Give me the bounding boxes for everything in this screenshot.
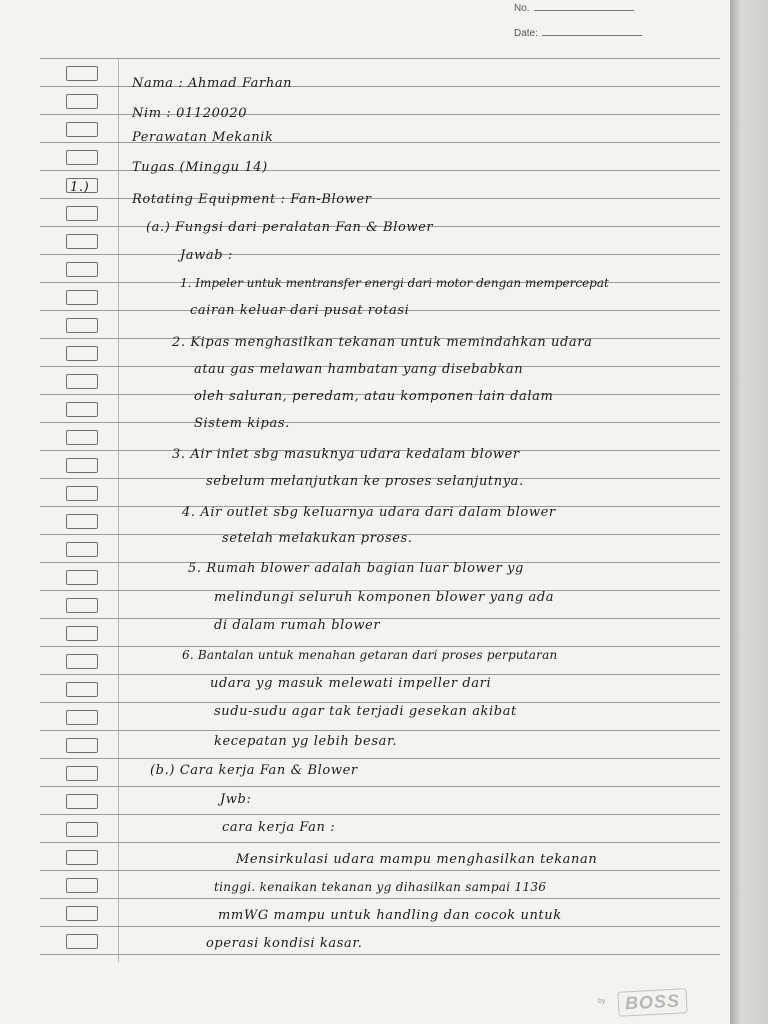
text-line-11: atau gas melawan hambatan yang disebabkan	[194, 362, 524, 377]
margin-box	[66, 150, 98, 165]
ruled-line	[40, 926, 720, 927]
number-field	[514, 2, 634, 14]
text-line-13: Sistem kipas.	[194, 416, 290, 431]
ruled-line	[40, 702, 720, 703]
margin-box	[66, 934, 98, 949]
date-field	[514, 27, 642, 39]
margin-box	[66, 906, 98, 921]
margin-box	[66, 514, 98, 529]
text-line-14: 3. Air inlet sbg masuknya udara kedalam blower	[172, 447, 520, 462]
text-line-3: Perawatan Mekanik	[132, 130, 274, 145]
margin-box	[66, 850, 98, 865]
margin-box	[66, 570, 98, 585]
margin-box	[66, 682, 98, 697]
margin-box	[66, 66, 98, 81]
text-line-31: operasi kondisi kasar.	[206, 936, 363, 951]
text-line-15: sebelum melanjutkan ke proses selanjutnya.	[206, 474, 524, 489]
text-line-6: (a.) Fungsi dari peralatan Fan & Blower	[146, 220, 434, 235]
brand-prefix: by	[598, 998, 606, 1005]
text-line-26: Jwb:	[220, 792, 252, 807]
text-line-24: kecepatan yg lebih besar.	[214, 734, 398, 749]
ruled-line	[40, 758, 720, 759]
text-line-8: 1. Impeler untuk mentransfer energi dari motor dengan mempercepat	[180, 276, 609, 290]
text-line-20: di dalam rumah blower	[214, 618, 381, 633]
ruled-line	[40, 786, 720, 787]
ruled-line	[40, 954, 720, 955]
question-number-1: 1.)	[70, 180, 90, 195]
margin-box	[66, 486, 98, 501]
margin-box	[66, 878, 98, 893]
text-line-2: Nim : 01120020	[132, 106, 248, 121]
margin-box	[66, 654, 98, 669]
ruled-line	[40, 730, 720, 731]
margin-box	[66, 234, 98, 249]
text-line-18: 5. Rumah blower adalah bagian luar blower yg	[188, 561, 524, 576]
margin-box	[66, 318, 98, 333]
margin-box	[66, 738, 98, 753]
margin-box	[66, 710, 98, 725]
margin-box	[66, 262, 98, 277]
brand-logo: BOSS	[617, 988, 687, 1017]
margin-box	[66, 122, 98, 137]
text-line-21: 6. Bantalan untuk menahan getaran dari proses perputaran	[182, 648, 558, 662]
text-line-25: (b.) Cara kerja Fan & Blower	[150, 763, 358, 778]
ruled-line	[40, 254, 720, 255]
date-label: Date:	[514, 28, 538, 39]
margin-line	[118, 58, 119, 962]
margin-box	[66, 766, 98, 781]
text-line-30: mmWG mampu untuk handling dan cocok untuk	[218, 908, 562, 923]
ruled-line	[40, 870, 720, 871]
text-line-17: setelah melakukan proses.	[222, 531, 413, 546]
ruled-line	[40, 898, 720, 899]
ruled-line	[40, 646, 720, 647]
margin-box	[66, 402, 98, 417]
text-line-4: Tugas (Minggu 14)	[132, 160, 268, 175]
text-line-28: Mensirkulasi udara mampu menghasilkan tekanan	[236, 852, 598, 867]
margin-box	[66, 206, 98, 221]
text-line-29: tinggi. kenaikan tekanan yg dihasilkan sampai 1136	[214, 880, 547, 894]
margin-box	[66, 626, 98, 641]
text-line-27: cara kerja Fan :	[222, 820, 336, 835]
margin-box	[66, 346, 98, 361]
text-line-10: 2. Kipas menghasilkan tekanan untuk memindahkan udara	[172, 335, 593, 350]
number-label: No.	[514, 3, 530, 14]
text-line-19: melindungi seluruh komponen blower yang ada	[214, 590, 555, 605]
text-line-5: Rotating Equipment : Fan-Blower	[132, 192, 372, 207]
text-line-7: Jawab :	[180, 248, 233, 263]
binder-edge	[730, 0, 768, 1024]
text-line-9: cairan keluar dari pusat rotasi	[190, 303, 410, 318]
text-line-16: 4. Air outlet sbg keluarnya udara dari dalam blower	[182, 505, 556, 520]
ruled-line	[40, 58, 720, 59]
text-line-1: Nama : Ahmad Farhan	[132, 76, 293, 91]
margin-box	[66, 542, 98, 557]
text-line-23: sudu-sudu agar tak terjadi gesekan akibat	[214, 704, 517, 719]
margin-box	[66, 290, 98, 305]
ruled-line	[40, 674, 720, 675]
margin-box	[66, 430, 98, 445]
ruled-line	[40, 814, 720, 815]
ruled-line	[40, 842, 720, 843]
margin-box	[66, 458, 98, 473]
margin-box	[66, 794, 98, 809]
margin-box	[66, 598, 98, 613]
margin-box	[66, 94, 98, 109]
text-line-12: oleh saluran, peredam, atau komponen lain dalam	[194, 389, 554, 404]
ruled-line	[40, 422, 720, 423]
text-line-22: udara yg masuk melewati impeller dari	[210, 676, 492, 691]
margin-box	[66, 374, 98, 389]
margin-box	[66, 822, 98, 837]
